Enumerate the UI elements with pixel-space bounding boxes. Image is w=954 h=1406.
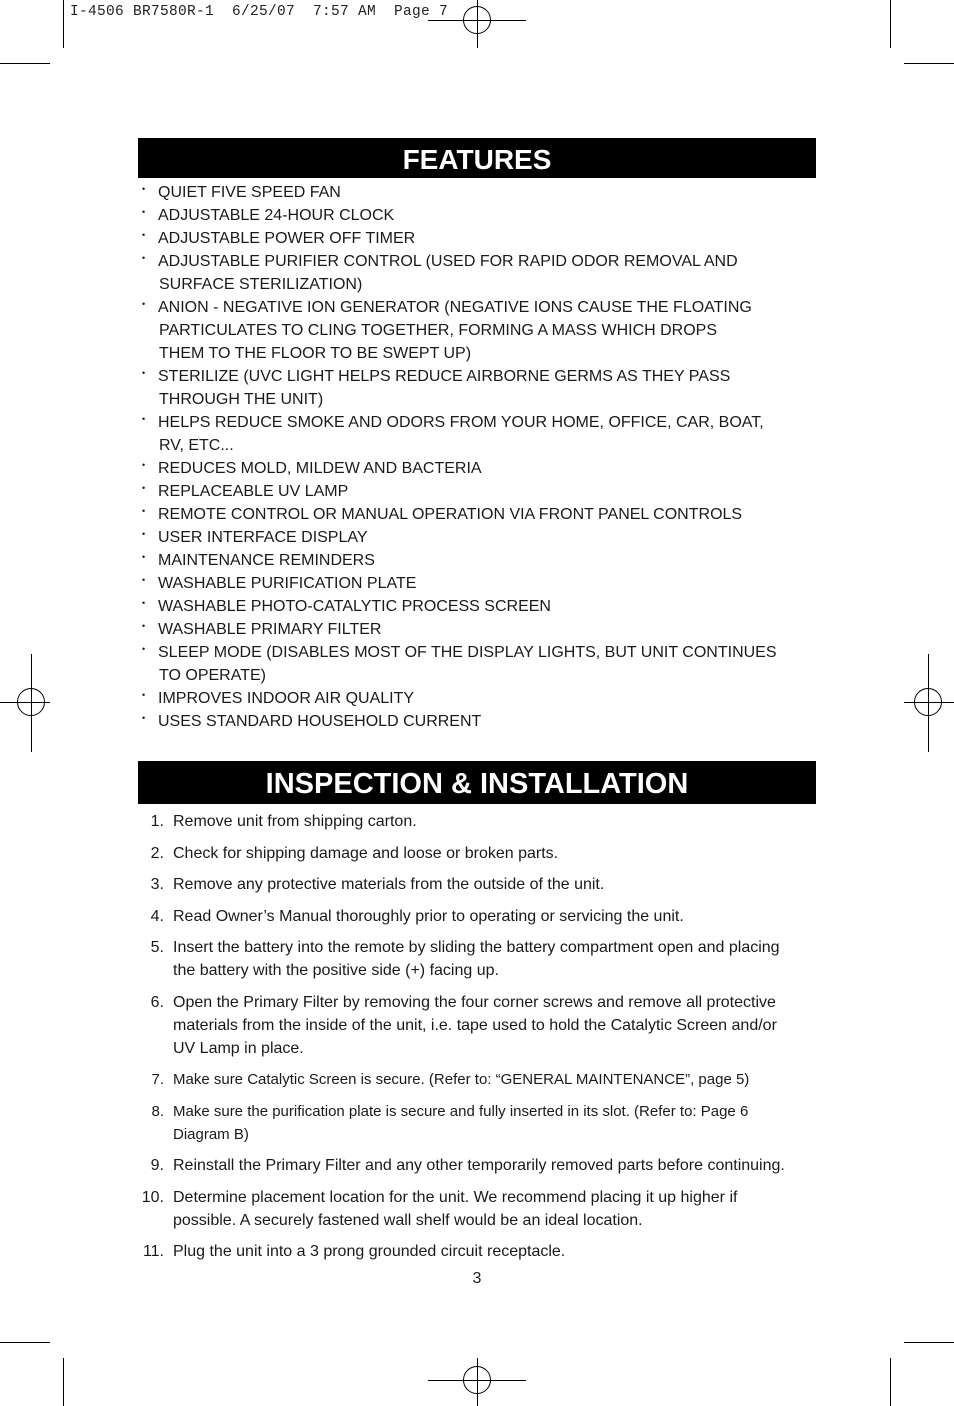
feature-text: IMPROVES INDOOR AIR QUALITY	[158, 690, 415, 707]
bullet-icon: •	[142, 598, 146, 608]
feature-text: ADJUSTABLE 24-HOUR CLOCK	[158, 207, 395, 224]
step-text: Determine placement location for the unit. We recommend placing it up higher if	[173, 1188, 738, 1206]
bullet-icon: •	[142, 414, 146, 424]
feature-item	[142, 250, 822, 296]
bullet-icon: •	[142, 506, 146, 516]
feature-item	[142, 572, 822, 595]
step-number: 5.	[150, 939, 164, 956]
step-number: 11.	[142, 1243, 164, 1260]
feature-text: USES STANDARD HOUSEHOLD CURRENT	[158, 713, 482, 730]
feature-text: WASHABLE PHOTO-CATALYTIC PROCESS SCREEN	[158, 598, 551, 615]
feature-text: SURFACE STERILIZATION)	[159, 276, 363, 293]
installation-step	[138, 1068, 828, 1091]
feature-text: REDUCES MOLD, MILDEW AND BACTERIA	[158, 460, 482, 477]
bullet-icon: •	[142, 690, 146, 700]
page-number: 3	[472, 1270, 482, 1287]
bullet-icon: •	[142, 230, 146, 240]
step-text: Remove unit from shipping carton.	[173, 813, 417, 830]
step-number: 6.	[150, 993, 164, 1011]
installation-step	[138, 810, 828, 833]
feature-item	[142, 204, 822, 227]
feature-item	[142, 687, 822, 710]
bullet-icon: •	[142, 368, 146, 378]
feature-item	[142, 480, 822, 503]
feature-text: REMOTE CONTROL OR MANUAL OPERATION VIA FRONT PANEL CONTROLS	[158, 506, 743, 523]
bullet-icon: •	[142, 253, 146, 263]
bullet-icon: •	[142, 713, 146, 723]
feature-item	[142, 595, 822, 618]
bullet-icon: •	[142, 299, 146, 309]
feature-item	[142, 618, 822, 641]
step-text: Plug the unit into a 3 prong grounded circuit receptacle.	[173, 1243, 566, 1260]
installation-step	[138, 905, 828, 928]
step-number: 10.	[141, 1188, 164, 1206]
step-text: Open the Primary Filter by removing the four corner screws and remove all protective	[173, 993, 776, 1011]
feature-text: MAINTENANCE REMINDERS	[158, 552, 375, 569]
step-number: 8.	[151, 1102, 164, 1120]
feature-text: ADJUSTABLE POWER OFF TIMER	[158, 230, 416, 247]
installation-heading: INSPECTION & INSTALLATION	[138, 761, 816, 804]
bullet-icon: •	[142, 621, 146, 631]
bullet-icon: •	[142, 460, 146, 470]
feature-item	[142, 181, 822, 204]
installation-step	[138, 1240, 828, 1263]
step-text: UV Lamp in place.	[173, 1039, 304, 1057]
feature-text: ADJUSTABLE PURIFIER CONTROL (USED FOR RAPID ODOR REMOVAL AND	[158, 253, 738, 270]
step-text: the battery with the positive side (+) facing up.	[173, 962, 499, 979]
feature-item	[142, 296, 822, 365]
feature-item	[142, 549, 822, 572]
step-text: Check for shipping damage and loose or broken parts.	[173, 844, 559, 862]
feature-text: HELPS REDUCE SMOKE AND ODORS FROM YOUR HOME, OFFICE, CAR, BOAT,	[158, 414, 764, 431]
step-text: Diagram B)	[173, 1125, 249, 1143]
feature-item	[142, 457, 822, 480]
feature-text: STERILIZE (UVC LIGHT HELPS REDUCE AIRBORNE GERMS AS THEY PASS	[158, 368, 731, 385]
feature-text: USER INTERFACE DISPLAY	[158, 529, 368, 546]
feature-text: REPLACEABLE UV LAMP	[158, 483, 349, 500]
step-text: Make sure the purification plate is secure and fully inserted in its slot. (Refer to: Page 6	[173, 1102, 749, 1120]
step-number: 4.	[150, 907, 164, 925]
installation-steps	[138, 810, 828, 1272]
installation-step	[138, 936, 828, 982]
step-text: Make sure Catalytic Screen is secure. (Refer to: “GENERAL MAINTENANCE”, page 5)	[173, 1071, 750, 1088]
installation-step	[138, 1100, 828, 1146]
step-text: Reinstall the Primary Filter and any other temporarily removed parts before continuing.	[173, 1157, 785, 1174]
feature-item	[142, 411, 822, 457]
step-number: 1.	[150, 813, 164, 830]
installation-step	[138, 842, 828, 865]
installation-step	[138, 1186, 828, 1232]
step-text: possible. A securely fastened wall shelf would be an ideal location.	[173, 1211, 643, 1229]
feature-text: ANION - NEGATIVE ION GENERATOR (NEGATIVE IONS CAUSE THE FLOATING	[158, 299, 752, 316]
installation-step	[138, 873, 828, 896]
feature-text: WASHABLE PURIFICATION PLATE	[158, 575, 417, 592]
step-text: Insert the battery into the remote by sliding the battery compartment open and placing	[173, 939, 780, 956]
feature-text: TO OPERATE)	[159, 667, 266, 684]
step-text: Read Owner’s Manual thoroughly prior to operating or servicing the unit.	[173, 907, 684, 925]
step-number: 2.	[150, 844, 164, 862]
step-text: materials from the inside of the unit, i.e. tape used to hold the Catalytic Screen and/or	[173, 1016, 777, 1034]
bullet-icon: •	[142, 644, 146, 654]
step-number: 7.	[151, 1071, 164, 1088]
feature-item	[142, 641, 822, 687]
bullet-icon: •	[142, 552, 146, 562]
feature-item	[142, 503, 822, 526]
step-text: Remove any protective materials from the outside of the unit.	[173, 876, 605, 893]
printer-slug: I-4506 BR7580R-1 6/25/07 7:57 AM Page 7	[70, 4, 449, 20]
feature-text: RV, ETC...	[159, 437, 234, 454]
feature-text: QUIET FIVE SPEED FAN	[158, 184, 341, 201]
feature-item	[142, 227, 822, 250]
feature-item	[142, 710, 822, 733]
feature-text: PARTICULATES TO CLING TOGETHER, FORMING A MASS WHICH DROPS	[159, 322, 718, 339]
feature-item	[142, 365, 822, 411]
feature-text: THROUGH THE UNIT)	[159, 391, 324, 408]
bullet-icon: •	[142, 575, 146, 585]
installation-step	[138, 991, 828, 1060]
bullet-icon: •	[142, 483, 146, 493]
bullet-icon: •	[142, 529, 146, 539]
bullet-icon: •	[142, 184, 146, 194]
feature-text: WASHABLE PRIMARY FILTER	[158, 621, 382, 638]
features-list	[142, 181, 822, 733]
bullet-icon: •	[142, 207, 146, 217]
feature-item	[142, 526, 822, 549]
feature-text: THEM TO THE FLOOR TO BE SWEPT UP)	[159, 345, 472, 362]
step-number: 9.	[150, 1157, 164, 1174]
installation-step	[138, 1154, 828, 1177]
step-number: 3.	[150, 876, 164, 893]
feature-text: SLEEP MODE (DISABLES MOST OF THE DISPLAY LIGHTS, BUT UNIT CONTINUES	[158, 644, 777, 661]
features-heading: FEATURES	[138, 138, 816, 178]
